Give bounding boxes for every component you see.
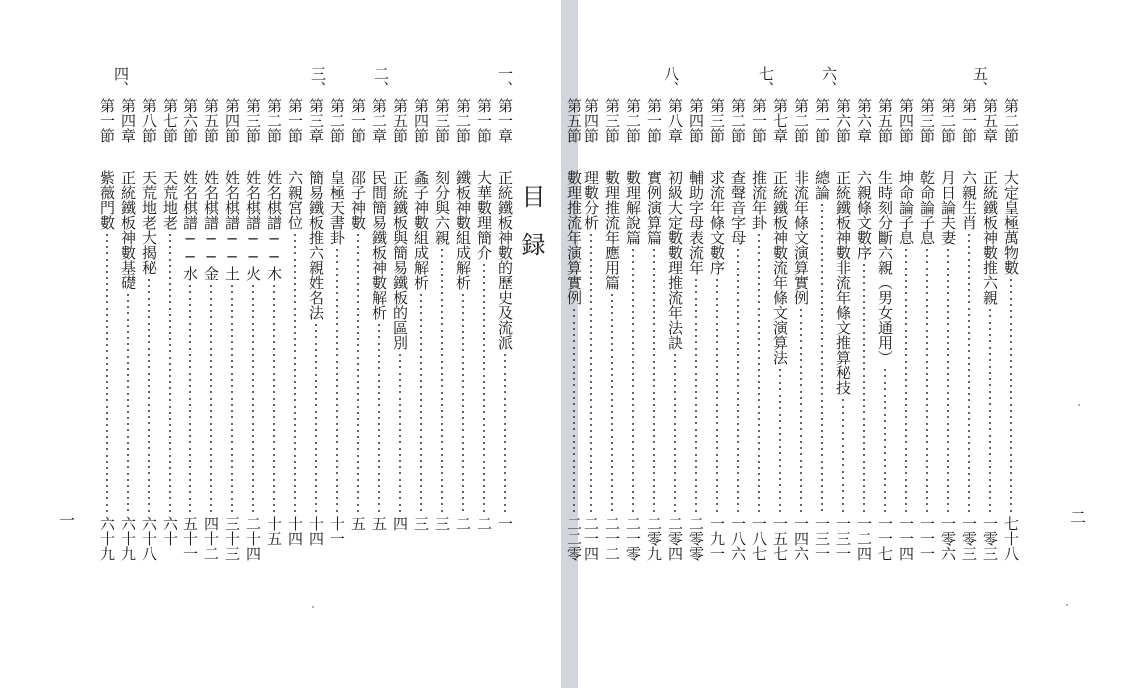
toc-page-number: 一八六 [729,516,747,561]
toc-entry [264,98,284,568]
toc-leader-dots [707,279,727,512]
toc-section-label: 第二章 [370,98,388,143]
toc-section-label: 第一節 [349,98,367,143]
toc-section-label: 第五節 [565,98,583,143]
toc-entry [938,98,958,568]
toc-page-number: 五 [370,516,388,531]
toc-entry-title: 生時刻分斷六親（男女通用） [876,170,894,365]
toc-leader-dots [564,309,584,512]
toc-page-number: 四十二 [202,516,220,561]
toc-leader-dots [728,249,748,512]
toc-section-label: 第二節 [328,98,346,143]
toc-page-number: 二十四 [244,516,262,561]
toc-entry-title: 輔助字母表流年 [687,170,705,275]
toc-leader-dots [97,234,117,512]
toc-entry-title: 總論 [813,170,831,200]
toc-entry-title: 大定皇極萬物數 [1002,170,1020,275]
toc-page-number: 二二零 [565,516,583,561]
toc-section-label: 第一節 [98,98,116,143]
toc-entry [390,98,410,568]
toc-entry [222,98,242,568]
toc-leader-dots [854,264,874,512]
toc-entry-title: 邵子神數 [349,170,367,230]
toc-page-number: 六十九 [119,516,137,561]
toc-leader-dots [432,249,452,512]
toc-leader-dots [581,234,601,512]
toc-entry [243,98,263,568]
toc-entry-title: 推流年卦 [750,170,768,230]
toc-entry-title: 六親生肖 [960,170,978,230]
toc-entry [665,98,685,568]
toc-section-label: 第八章 [666,98,684,143]
toc-entry-title: 天荒地老大揭秘 [140,170,158,275]
toc-section-label: 第四節 [897,98,915,143]
toc-entry-title: 月日論夫妻 [939,170,957,245]
toc-leader-dots [623,249,643,512]
toc-entry [812,98,832,568]
toc-leader-dots [602,294,622,512]
toc-page-number: 五十一 [181,516,199,561]
toc-section-label: 第五節 [876,98,894,143]
toc-entry-title: 鐵板神數組成解析 [454,170,472,290]
toc-entry-title: 紫薇門數 [98,170,116,230]
toc-page-number: 三 [412,516,430,531]
toc-page-number: 五 [349,516,367,531]
chapter-marker: 一、 [496,66,514,96]
toc-page-number: 一一七 [876,516,894,561]
toc-section-label: 第八節 [140,98,158,143]
toc-section-label: 第三節 [603,98,621,143]
chapter-marker: 八、 [662,66,680,96]
toc-entry [285,98,305,568]
toc-section-label: 第一節 [960,98,978,143]
toc-entry-title: 乾命論子息 [918,170,936,245]
toc-leader-dots [474,264,494,512]
toc-section-label: 第四節 [412,98,430,143]
toc-title: 目録 [517,184,545,280]
toc-entry [411,98,431,568]
toc-entry [854,98,874,568]
toc-leader-dots [644,249,664,512]
toc-entry-title: 六親宮位 [286,170,304,230]
toc-section-label: 第三節 [918,98,936,143]
toc-entry [97,98,117,568]
toc-section-label: 第三節 [708,98,726,143]
toc-leader-dots [833,399,853,512]
toc-leader-dots [285,234,305,512]
toc-section-label: 第三節 [433,98,451,143]
toc-entry-title: 大華數理簡介 [475,170,493,260]
toc-entry [474,98,494,568]
toc-leader-dots [1001,279,1021,512]
toc-entry [118,98,138,568]
chapter-marker: 七、 [757,66,775,96]
toc-section-label: 第二節 [939,98,957,143]
toc-section-label: 第一節 [645,98,663,143]
toc-leader-dots [938,249,958,512]
toc-leader-dots [411,294,431,512]
toc-section-label: 第二節 [265,98,283,143]
toc-section-label: 第二節 [454,98,472,143]
toc-entry-title: 六親條文數序 [855,170,873,260]
scan-speck [1078,404,1080,406]
toc-leader-dots [390,354,410,512]
toc-entry-title: 數理解說篇 [624,170,642,245]
toc-section-label: 第三章 [307,98,325,143]
toc-section-label: 第一節 [475,98,493,143]
chapter-marker: 五、 [971,66,989,96]
scan-speck [1066,604,1068,606]
toc-leader-dots [980,309,1000,512]
toc-page-number: 一二四 [855,516,873,561]
toc-entry [875,98,895,568]
toc-page-number: 六十 [161,516,179,546]
toc-entry-title: 姓名棋譜──水 [181,170,199,281]
toc-entry-title: 天荒地老 [161,170,179,230]
toc-page-number: 七十八 [1002,516,1020,561]
toc-page-number: 六十八 [140,516,158,561]
toc-leader-dots [118,294,138,512]
toc-entry [581,98,601,568]
toc-section-label: 第四節 [223,98,241,143]
toc-page-number: 一三一 [813,516,831,561]
toc-entry-title: 數理推流年演算實例 [565,170,583,305]
toc-entry-title: 正統鐵板神數流年條文演算法 [771,170,789,365]
toc-leader-dots [791,309,811,512]
toc-page-number: 一 [496,516,514,531]
toc-entry-title: 實例演算篇 [645,170,663,245]
toc-page-number: 一零三 [960,516,978,561]
toc-entry [327,98,347,568]
toc-entry-title: 查聲音字母 [729,170,747,245]
toc-entry-title: 初級大定數數理推流年法訣 [666,170,684,350]
toc-page-number: 三十三 [223,516,241,561]
toc-section-label: 第六節 [834,98,852,143]
toc-entry [348,98,368,568]
toc-leader-dots [917,249,937,512]
toc-entry [1001,98,1021,568]
toc-leader-dots [369,324,389,512]
toc-entry [959,98,979,568]
toc-entry [139,98,159,568]
toc-entry-title: 理數分析 [582,170,600,230]
toc-leader-dots [139,279,159,512]
toc-entry-title: 正統鐵板神數基礎 [119,170,137,290]
toc-page-number: 二零四 [666,516,684,561]
toc-entry-title: 民間簡易鐵板神數解析 [370,170,388,320]
toc-page-number: 十五 [265,516,283,546]
chapter-marker: 六、 [820,66,838,96]
toc-section-label: 第二節 [624,98,642,143]
toc-page-number: 一八七 [750,516,768,561]
toc-entry-title: 正統鐵板神數的歷史及流派 [496,170,514,350]
toc-page-number: 十四 [286,516,304,546]
toc-section-label: 第一節 [286,98,304,143]
toc-leader-dots [665,354,685,512]
toc-entry [495,98,515,568]
toc-entry-title: 姓名棋譜──火 [244,170,262,281]
chapter-marker: 三、 [309,66,327,96]
toc-leader-dots [348,234,368,512]
scan-speck [312,606,314,608]
chapter-marker: 四、 [112,66,130,96]
toc-leader-dots [495,354,515,512]
toc-section-label: 第一章 [496,98,514,143]
toc-entry-title: 正統鐵板神數非流年條文推算秘技 [834,170,852,395]
toc-entry [306,98,326,568]
toc-entry [749,98,769,568]
toc-entry [369,98,389,568]
toc-entry [728,98,748,568]
toc-entry [564,98,584,568]
toc-leader-dots [222,285,242,512]
toc-leader-dots [160,234,180,512]
toc-entry [623,98,643,568]
toc-entry-title: 非流年條文演算實例 [792,170,810,305]
toc-page-number: 六十九 [98,516,116,561]
toc-section-label: 第五章 [981,98,999,143]
toc-entry [707,98,727,568]
toc-entry [833,98,853,568]
toc-leader-dots [306,324,326,512]
toc-leader-dots [875,369,895,512]
toc-entry-title: 螽子神數組成解析 [412,170,430,290]
toc-leader-dots [180,285,200,512]
toc-entry [180,98,200,568]
toc-section-label: 第一節 [813,98,831,143]
toc-entry-title: 求流年條文數序 [708,170,726,275]
toc-entry [896,98,916,568]
toc-page-number: 二一零 [624,516,642,561]
toc-entry [917,98,937,568]
left-page-number: 一 [59,511,76,530]
toc-entry-title: 姓名棋譜──土 [223,170,241,281]
toc-leader-dots [770,369,790,512]
toc-section-label: 第一節 [750,98,768,143]
toc-section-label: 第四章 [119,98,137,143]
toc-section-label: 第四節 [687,98,705,143]
toc-entry [770,98,790,568]
toc-leader-dots [749,234,769,512]
toc-entry-title: 簡易鐵板推六親姓名法 [307,170,325,320]
toc-entry [602,98,622,568]
toc-entry [160,98,180,568]
toc-page-number: 二 [475,516,493,531]
toc-section-label: 第七節 [161,98,179,143]
right-page-number: 二 [1070,508,1087,527]
toc-page-number: 二零零 [687,516,705,561]
toc-leader-dots [264,285,284,512]
toc-section-label: 第二節 [729,98,747,143]
toc-entry-title: 坤命論子息 [897,170,915,245]
toc-page-number: 一一四 [897,516,915,561]
toc-entry [791,98,811,568]
left-page [0,0,561,688]
toc-section-label: 第三節 [244,98,262,143]
toc-entry [980,98,1000,568]
toc-section-label: 第六章 [855,98,873,143]
toc-leader-dots [201,285,221,512]
toc-entry [644,98,664,568]
toc-page-number: 二一四 [582,516,600,561]
toc-page-number: 一九一 [708,516,726,561]
toc-page-number: 十一 [328,516,346,546]
toc-page-number: 十四 [307,516,325,546]
toc-page-number: 一零三 [981,516,999,561]
toc-entry [432,98,452,568]
toc-page-number: 四 [391,516,409,531]
chapter-marker: 二、 [372,66,390,96]
toc-leader-dots [896,249,916,512]
toc-section-label: 第六節 [181,98,199,143]
toc-page-number: 三 [433,516,451,531]
toc-leader-dots [959,234,979,512]
toc-entry-title: 姓名棋譜──木 [265,170,283,281]
toc-section-label: 第五節 [391,98,409,143]
toc-leader-dots [453,294,473,512]
toc-entry-title: 正統鐵板與簡易鐵板的區別 [391,170,409,350]
toc-entry-title: 姓名棋譜──金 [202,170,220,281]
toc-entry [686,98,706,568]
toc-section-label: 第五節 [202,98,220,143]
toc-page-number: 二一二 [603,516,621,561]
toc-page-number: 二 [454,516,472,531]
toc-page-number: 一一一 [918,516,936,561]
toc-page-number: 一四六 [792,516,810,561]
toc-leader-dots [686,279,706,512]
toc-entry [201,98,221,568]
toc-page-number: 一零六 [939,516,957,561]
toc-leader-dots [327,249,347,512]
toc-section-label: 第二節 [792,98,810,143]
toc-section-label: 第四節 [582,98,600,143]
toc-entry-title: 數理推流年應用篇 [603,170,621,290]
toc-entry [453,98,473,568]
toc-leader-dots [243,285,263,512]
toc-section-label: 第七章 [771,98,789,143]
toc-section-label: 第二節 [1002,98,1020,143]
toc-page-number: 二零九 [645,516,663,561]
toc-entry-title: 正統鐵板神數推六親 [981,170,999,305]
toc-leader-dots [812,204,832,512]
toc-page-number: 一五七 [771,516,789,561]
toc-page-number: 一三一 [834,516,852,561]
toc-entry-title: 皇極天書卦 [328,170,346,245]
right-page [565,0,1136,688]
toc-entry-title: 刻分與六親 [433,170,451,245]
